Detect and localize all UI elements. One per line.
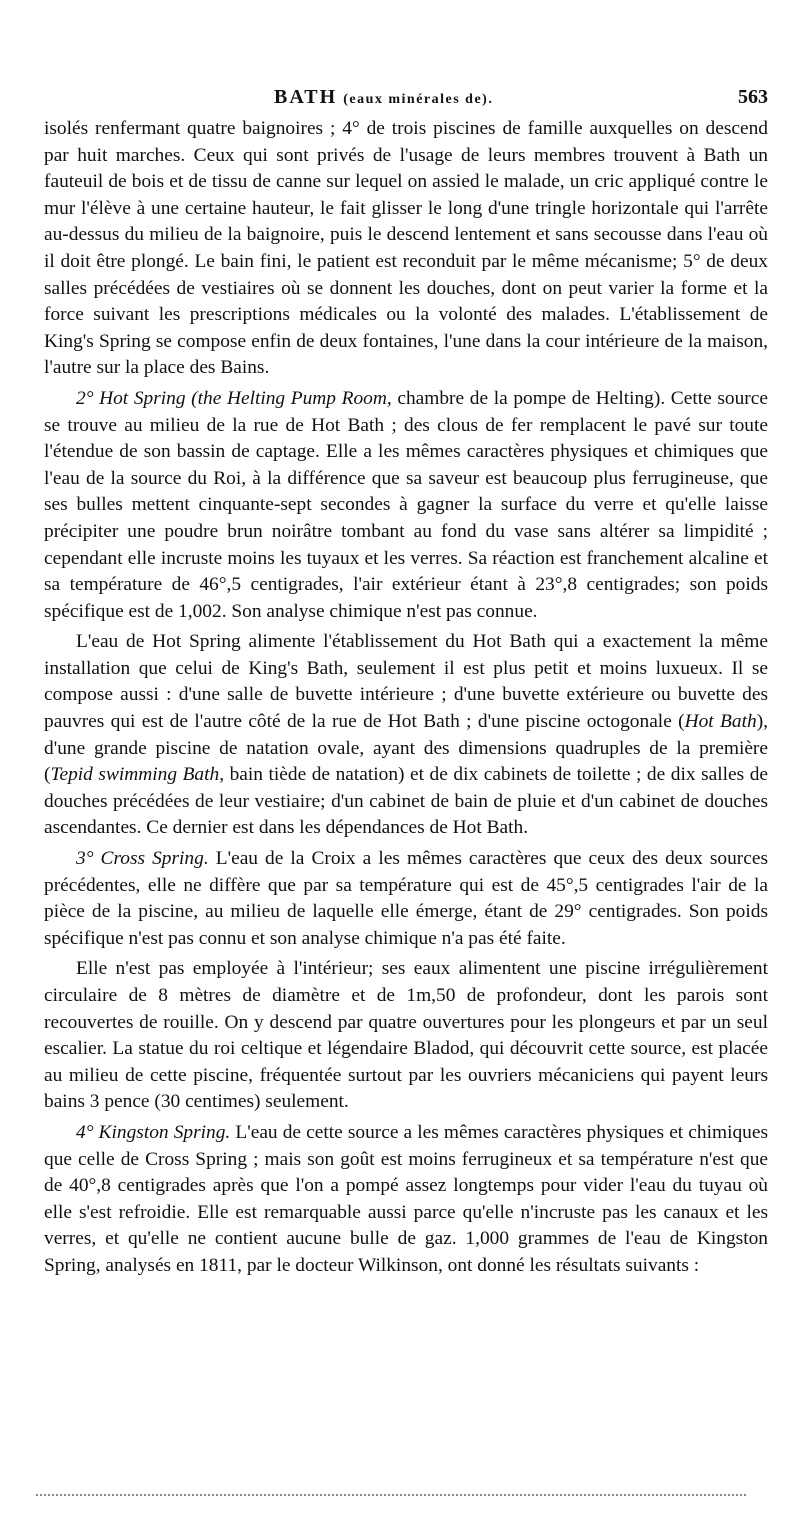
paragraph-cross-spring (44, 846, 768, 952)
paragraph-1: isolés renfermant quatre baignoires ; 4° de trois piscines de famille auxquelles on descend par huit marches. Ceux qui sont privés de l'usage de leurs membres trouvent à Bath un fauteuil de bois et de tissu de canne sur lequel on assied le malade, un cric appliqué contre le mur l'élève à une certaine hauteur, le fait glisser le long d'une tringle horizontale qui l'arrête au-dessus du milieu de la baignoire, puis le descend lentement et sans secousse dans l'eau où il doit être plongé. Le bain fini, le patient est reconduit par le même mécanisme; 5° de deux salles précédées de vestiaires où se donnent les douches, dont on peut varier la forme et la force suivant les prescriptions médicales ou la volonté des malades. L'établissement de King's Spring se compose enfin de deux fontaines, l'une dans la cour intérieure de la maison, l'autre sur la place des Bains. (44, 118, 768, 379)
hot-bath-text-a: L'eau de Hot Spring alimente l'établissement du Hot Bath qui a exactement la même installation que celui de King's Bath, seulement il est plus petit et moins luxueux. Il se compose aussi : d'une salle de buvette intérieure ; d'une buvette extérieure ou buvette des pauvres qui est de l'autre côté de la rue de Hot Bath ; d'une piscine octogonale ( (44, 631, 768, 733)
paragraph-hot-bath (44, 629, 768, 842)
bottom-dotted-rule (36, 1494, 746, 1496)
cross-spring-heading: 3° Cross Spring. (76, 848, 209, 870)
paragraph-hot-spring (44, 386, 768, 625)
running-title-main: BATH (274, 86, 338, 108)
paragraph-cross-bath: Elle n'est pas employée à l'intérieur; ses eaux alimentent une piscine irrégulièrement circulaire de 8 mètres de diamètre et de 1m,50 de profondeur, dont les parois sont recouvertes de rouille. On y descend par quatre ouvertures pour les plongeurs et par un seul escalier. La statue du roi celtique et légendaire Bladod, qui découvrit cette source, est placée au milieu de cette piscine, fréquentée surtout par les ouvriers mécaniciens qui payent leurs bains 3 pence (30 centimes) seulement. (44, 958, 768, 1113)
tepid-bath-italic: Tepid swimming Bath, (50, 764, 225, 786)
hot-bath-text-c: bain tiède de natation) et de dix cabinets de toilette ; de dix salles de douches précédées de leur vestiaire; d'un cabinet de bain de pluie et d'un cabinet de douches ascendantes. Ce dernier est dans les dépendances de Hot Bath. (44, 764, 768, 839)
kingston-spring-text: L'eau de cette source a les mêmes caractères physiques et chimiques que celle de Cross Spring ; mais son goût est moins ferrugineux et sa température n'est que de 40°,8 centigrades après que l'on a pompé assez longtemps pour vider l'eau du tuyau où elle s'est refroidie. Elle est remarquable aussi parce qu'elle n'incruste pas les canaux et les verres, et qu'elle ne contient aucune bulle de gaz. 1,000 grammes de l'eau de Kingston Spring, analysés en 1811, par le docteur Wilkinson, ont donné les résultats suivants : (44, 1121, 768, 1276)
running-head (44, 86, 768, 116)
cross-spring-text: L'eau de la Croix a les mêmes caractères que ceux des deux sources précédentes, elle ne diffère que par sa température qui est de 45°,5 centigrades l'air de la pièce de la piscine, au milieu de laquelle elle émerge, étant de 29° centigrades. Son poids spécifique n'est pas connu et son analyse chimique n'a pas été faite. (44, 848, 768, 949)
page-number: 563 (738, 86, 768, 108)
hot-bath-text-b: ), d'une grande piscine de natation ovale, ayant des dimensions quadruples de la première ( (44, 711, 768, 786)
running-title (274, 86, 493, 109)
hot-spring-heading: 2° Hot Spring (the Helting Pump Room, (76, 387, 392, 409)
running-title-sub: (eaux minérales de). (343, 92, 494, 107)
kingston-spring-heading: 4° Kingston Spring. (76, 1121, 231, 1143)
hot-bath-italic: Hot Bath (684, 711, 757, 733)
hot-spring-text: chambre de la pompe de Helting). Cette source se trouve au milieu de la rue de Hot Bath ; des clous de fer remplacent le pavé sur toute l'étendue de son bassin de captage. Elle a les mêmes caractères physiques et chimiques que l'eau de la source du Roi, à la différence que sa saveur est beaucoup plus ferrugineuse, que ses bulles mettent cinquante-sept secondes à gagner la surface du verre et qu'elle laisse précipiter une poudre brun noirâtre tombant au fond du vase sans altérer sa limpidité ; cependant elle incruste moins les tuyaux et les verres. Sa réaction est franchement alcaline et sa température de 46°,5 centigrades, l'air extérieur étant à 23°,8 centigrades; son poids spécifique est de 1,002. Son analyse chimique n'est pas connue. (44, 387, 768, 622)
body-text (44, 116, 768, 1280)
paragraph-kingston-spring (44, 1120, 768, 1280)
